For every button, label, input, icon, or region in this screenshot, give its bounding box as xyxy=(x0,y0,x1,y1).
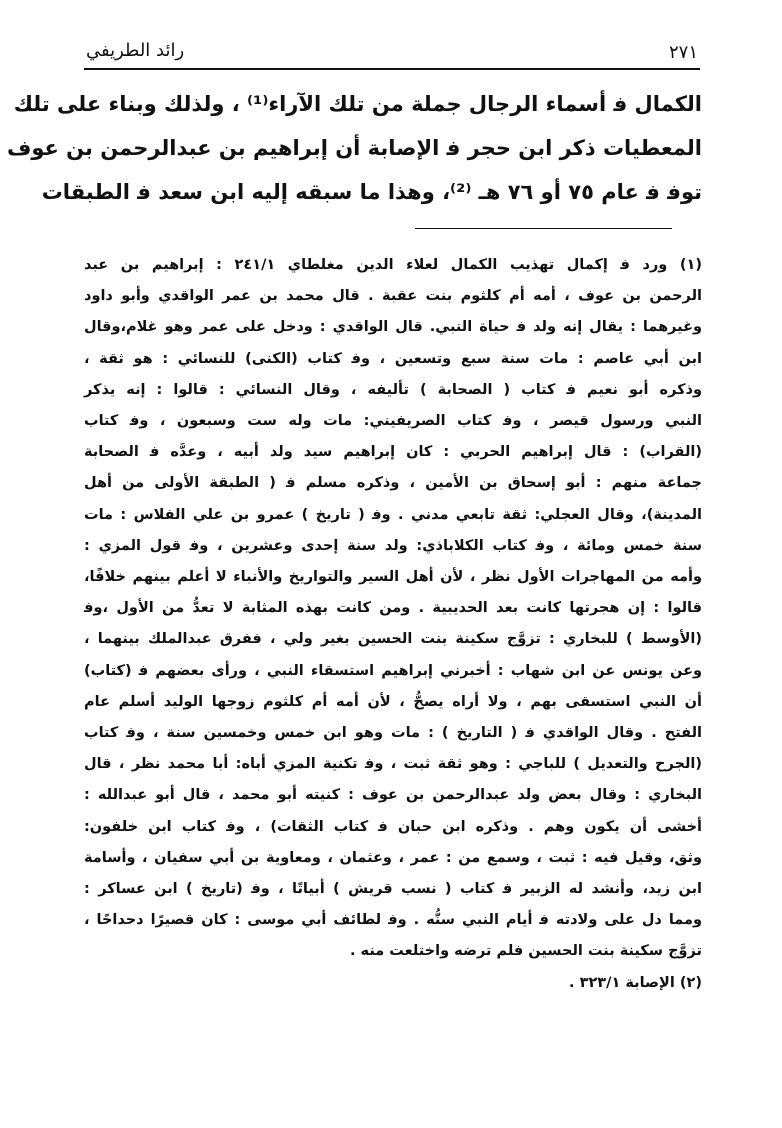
footnote-line: وذكره أبو نعيم ﻓ كتاب ( الصحابة ) تأليفه ، وقال النسائي : قالوا : إنه يذكر xyxy=(84,381,702,398)
running-title: رائد الطريفي xyxy=(86,40,185,61)
footnote-line: (٢) الإصابة ٣٢٣/١ . xyxy=(569,974,702,991)
page-number: ٢٧١ xyxy=(668,42,698,63)
page-header xyxy=(84,40,700,70)
main-text xyxy=(6,82,702,214)
footnote-line: سنة خمس ومائة ، وﻓ كتاب الكلاباذي: ولد سنة إحدى وعشرين ، وﻓ قول المزي : xyxy=(84,537,702,554)
footnote-line: وثق، وقيل فيه : ثبت ، وسمع من : عمر ، وعثمان ، ومعاوية بن أبي سفيان ، وأسامة xyxy=(84,849,702,866)
footnote-line: ومما دل على ولادته ﻓ أيام النبي سنُّه . وﻓ لطائف أبي موسى : كان قصيرًا دحداحًا ، xyxy=(84,912,702,929)
footnote-line: وأمه من المهاجرات الأول نظر ، لأن أهل السير والتواريخ والأنباء لا أعلم بينهم خلافًا، xyxy=(84,569,702,586)
footnote-line: جماعة منهم : أبو إسحاق بن الأمين ، وذكره مسلم ﻓ ( الطبقة الأولى من أهل xyxy=(84,475,702,492)
footnote-line: تزوَّج سكينة بنت الحسين فلم ترضه واختلعت منه . xyxy=(350,943,702,960)
footnote-line: ابن زيد، وأنشد له الزبير ﻓ كتاب ( نسب قريش ) أبياتًا ، وﻓ (تاريخ ) ابن عساكر : xyxy=(84,881,702,898)
footnote-line: قالوا : إن هجرتها كانت بعد الحديبية . ومن كانت بهذه المثابة لا تعدُّ من الأول ،وﻓ xyxy=(84,600,702,617)
footnotes xyxy=(84,250,702,999)
footnote-line: الرحمن بن عوف ، أمه أم كلثوم بنت عقبة . قال محمد بن عمر الواقدي وأبو داود xyxy=(84,288,702,305)
footnote-line: المدينة)، وقال العجلي: ثقة تابعي مدني . وﻓ ( تاريخ ) عمرو بن علي الفلاس : مات xyxy=(84,506,702,523)
footnote-line: وعن يونس عن ابن شهاب : أخبرني إبراهيم استسقاء النبي ، ورأى بعضهم ﻓ (كتاب) xyxy=(84,662,702,679)
footnote-line: وغيرهما : يقال إنه ولد ﻓ حياة النبي. قال الواقدي : ودخل على عمر وهو غلام،وقال xyxy=(84,319,702,336)
main-text-line: المعطيات ذكر ابن حجر ﻓ الإصابة أن إبراهيم بن عبدالرحمن بن عوف xyxy=(6,136,702,160)
footnote-line: ابن أبي عاصم : مات سنة سبع وتسعين ، وﻓ كتاب (الكنى) للنسائي : هو ثقة ، xyxy=(84,350,702,367)
footnote-line: النبي ورسول قيصر ، وﻓ كتاب الصريفيني: مات وله ست وسبعون ، وﻓ كتاب xyxy=(84,413,702,430)
footnote-line: البخاري : وقال بعض ولد عبدالرحمن بن عوف : كنيته أبو محمد ، قال أبو عبدالله : xyxy=(84,787,702,804)
footnote-line: أن النبي استسقى بهم ، ولا أراه يصحُّ ، لأن أمه أم كلثوم زوجها الوليد أسلم عام xyxy=(84,693,702,710)
footnote-line: (القراب) : قال إبراهيم الحربي : كان إبراهيم سيد ولد أبيه ، وعدَّه ﻓ الصحابة xyxy=(84,444,702,461)
footnote-line: (الجرح والتعديل ) للباجي : وهو ثقة ثبت ، وﻓ تكنية المزي أباه: أبا محمد نظر ، قال xyxy=(84,756,702,773)
footnote-line: (١) ورد ﻓ إكمال تهذيب الكمال لعلاء الدين مغلطاي ٢٤١/١ : إبراهيم بن عبد xyxy=(84,257,703,273)
footnote-line: أخشى أن يكون وهم . وذكره ابن حبان ﻓ كتاب الثقات) ، وﻓ كتاب ابن خلفون: xyxy=(84,818,702,835)
main-text-line: الكمال ﻓ أسماء الرجال جملة من تلك الآراء⁽¹⁾ ، ولذلك وبناء على تلك xyxy=(13,92,702,116)
footnote-separator xyxy=(415,228,672,229)
main-text-line: توﻓ ﻓ عام ٧٥ أو ٧٦ هـ ⁽²⁾، وهذا ما سبقه إليه ابن سعد ﻓ الطبقات xyxy=(41,180,702,204)
footnote-line: الفتح . وقال الواقدي ﻓ ( التاريخ ) : مات وهو ابن خمس وخمسين سنة ، وﻓ كتاب xyxy=(84,725,702,742)
footnote-line: (الأوسط ) للبخاري : تزوَّج سكينة بنت الحسين بغير ولي ، ففرق عبدالملك بينهما ، xyxy=(84,631,702,648)
